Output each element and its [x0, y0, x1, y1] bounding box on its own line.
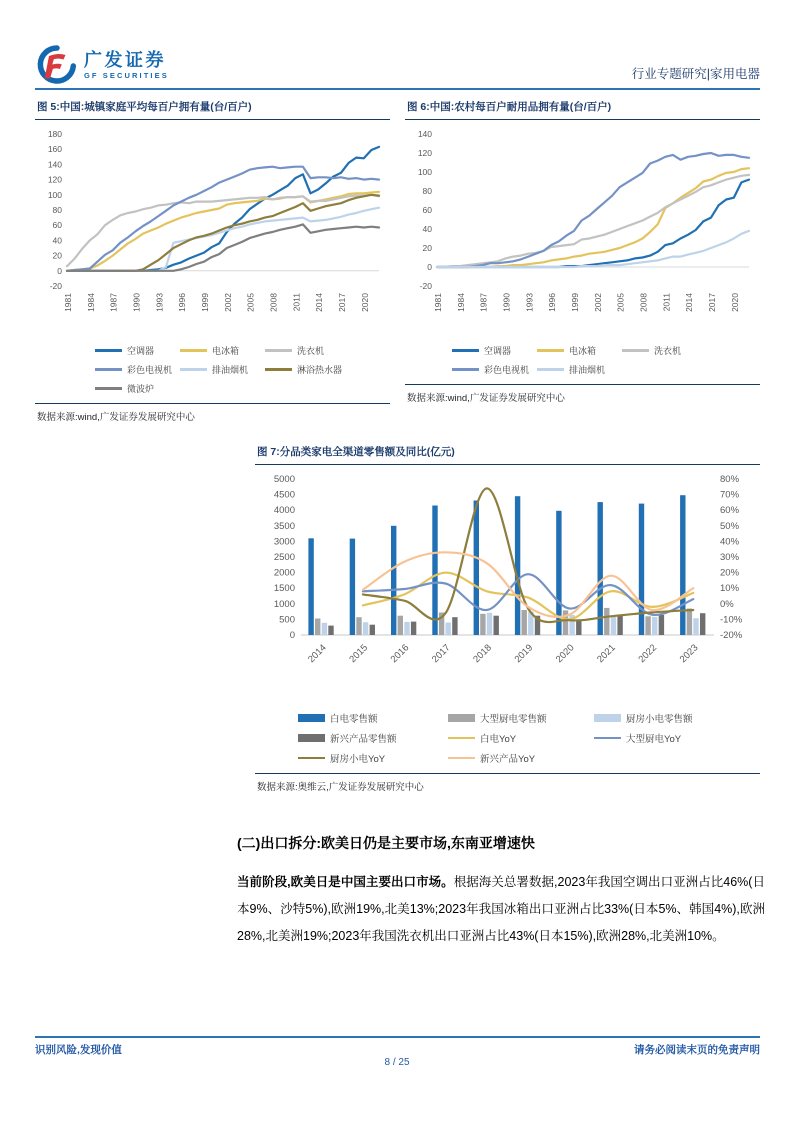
svg-text:2005: 2005 — [245, 293, 256, 312]
svg-text:0: 0 — [57, 265, 62, 276]
svg-text:20%: 20% — [720, 567, 740, 579]
legend-swatch-line — [180, 368, 207, 371]
legend-item — [448, 751, 594, 765]
legend-item — [448, 711, 594, 725]
svg-text:60: 60 — [422, 205, 432, 215]
legend-swatch-line — [448, 737, 475, 740]
svg-text:2011: 2011 — [291, 293, 302, 312]
svg-text:1990: 1990 — [131, 293, 142, 312]
svg-text:4500: 4500 — [273, 489, 295, 501]
legend-item — [537, 344, 622, 357]
svg-text:2014: 2014 — [314, 293, 325, 312]
svg-text:-20: -20 — [49, 281, 62, 291]
svg-text:20: 20 — [422, 243, 432, 253]
legend-item — [180, 344, 265, 357]
figure-7-source: 数据来源:奥维云,广发证券发展研究中心 — [257, 782, 424, 793]
legend-label: 洗衣机 — [297, 346, 325, 356]
legend-label: 电冰箱 — [212, 346, 240, 356]
svg-text:2000: 2000 — [273, 567, 295, 579]
svg-text:80: 80 — [52, 205, 62, 215]
svg-text:2014: 2014 — [306, 642, 329, 666]
svg-text:1996: 1996 — [547, 293, 558, 312]
legend-item — [95, 344, 180, 357]
svg-text:100: 100 — [417, 167, 432, 177]
legend-label: 大型厨电YoY — [626, 734, 682, 745]
legend-item — [95, 363, 180, 376]
svg-text:3500: 3500 — [273, 520, 295, 532]
legend-label: 厨房小电零售额 — [626, 714, 693, 725]
svg-text:2016: 2016 — [388, 642, 412, 666]
svg-text:500: 500 — [279, 614, 295, 626]
legend-item — [298, 751, 448, 765]
footer-disclaimer: 请务必阅读末页的免责声明 — [634, 1044, 760, 1056]
logo-en-text: GF SECURITIES — [84, 71, 169, 80]
svg-text:2018: 2018 — [471, 642, 494, 666]
svg-text:5000: 5000 — [273, 474, 295, 485]
legend-swatch-line — [622, 349, 649, 352]
svg-text:180: 180 — [47, 129, 62, 139]
svg-text:-20%: -20% — [720, 630, 743, 641]
paragraph-body: 根据海关总署数据,2023年我国空调出口亚洲占比46%(日本9%、沙特5%),欧洲19%,北美13%;2023年我国冰箱出口亚洲占比33%(日本5%、韩国4%),欧洲28%,北美洲19%;2023年我国洗衣机出口亚洲占比43%(日本15%),欧洲28%,北美洲10%。 — [237, 875, 765, 943]
svg-text:0: 0 — [289, 630, 295, 641]
figure-5-legend — [35, 337, 390, 398]
svg-text:2023: 2023 — [677, 642, 701, 666]
legend-swatch-line — [298, 757, 325, 760]
legend-item — [452, 363, 537, 376]
svg-text:2002: 2002 — [592, 293, 603, 312]
legend-label: 新兴产品YoY — [480, 754, 536, 765]
page-number: 8 / 25 — [384, 1057, 410, 1068]
legend-label: 电冰箱 — [569, 346, 597, 356]
legend-swatch-line — [537, 368, 564, 371]
svg-text:1987: 1987 — [478, 293, 489, 312]
figure-5-chart — [35, 120, 390, 337]
svg-text:40: 40 — [422, 224, 432, 234]
svg-text:1000: 1000 — [273, 598, 295, 610]
svg-text:2014: 2014 — [684, 293, 695, 312]
figure-7-title: 图 7:分品类家电全渠道零售额及同比(亿元) — [255, 440, 760, 465]
footer-rule — [35, 1036, 760, 1038]
gf-logo — [35, 45, 169, 85]
figure-7-legend — [255, 704, 760, 768]
figure-5 — [35, 95, 390, 423]
legend-swatch-bar — [448, 714, 475, 722]
legend-item — [448, 731, 594, 745]
svg-text:30%: 30% — [720, 552, 740, 563]
legend-item — [180, 363, 265, 376]
svg-text:2017: 2017 — [336, 293, 347, 312]
legend-swatch-line — [448, 757, 475, 760]
section-heading: (二)出口拆分:欧美日仍是主要市场,东南亚增速快 — [237, 835, 535, 851]
svg-text:100: 100 — [47, 189, 62, 200]
legend-label: 新兴产品零售额 — [330, 734, 397, 745]
svg-text:0: 0 — [427, 262, 432, 272]
svg-text:2015: 2015 — [347, 642, 371, 666]
svg-text:160: 160 — [47, 144, 62, 155]
legend-label: 厨房小电YoY — [330, 754, 386, 765]
svg-text:140: 140 — [47, 159, 62, 170]
svg-text:1996: 1996 — [177, 293, 188, 312]
legend-item — [95, 382, 180, 395]
svg-text:2020: 2020 — [359, 293, 370, 312]
legend-label: 排油烟机 — [212, 365, 249, 375]
legend-swatch-line — [265, 349, 292, 352]
footer-slogan: 识别风险,发现价值 — [35, 1044, 122, 1056]
svg-text:2022: 2022 — [636, 642, 660, 666]
svg-text:120: 120 — [417, 148, 432, 158]
legend-swatch-line — [95, 387, 122, 390]
svg-text:2500: 2500 — [273, 552, 295, 563]
svg-text:-20: -20 — [419, 281, 432, 291]
figure-6-source: 数据来源:wind,广发证券发展研究中心 — [407, 393, 565, 404]
legend-item — [298, 731, 448, 745]
legend-label: 大型厨电零售额 — [480, 714, 547, 725]
report-category: 行业专题研究|家用电器 — [631, 67, 760, 81]
legend-label: 白电零售额 — [330, 714, 378, 725]
legend-swatch-line — [452, 368, 479, 371]
legend-label: 微波炉 — [127, 384, 155, 394]
svg-text:2020: 2020 — [729, 293, 740, 312]
legend-label: 彩色电视机 — [484, 365, 530, 375]
legend-swatch-line — [452, 349, 479, 352]
legend-swatch-bar — [594, 714, 621, 722]
body-text-section — [237, 833, 765, 950]
figure-7-chart — [255, 465, 760, 704]
legend-swatch-line — [95, 368, 122, 371]
legend-item — [265, 363, 350, 376]
legend-item — [622, 344, 707, 357]
figure-5-title: 图 5:中国:城镇家庭平均每百户拥有量(台/百户) — [35, 95, 390, 120]
legend-swatch-line — [537, 349, 564, 352]
svg-text:2017: 2017 — [706, 293, 717, 312]
svg-text:40: 40 — [52, 235, 62, 246]
gf-logo-icon — [35, 45, 77, 85]
svg-text:1984: 1984 — [85, 293, 96, 312]
legend-item — [594, 711, 760, 725]
legend-item — [537, 363, 622, 376]
svg-text:10%: 10% — [720, 583, 740, 595]
figure-6-title: 图 6:中国:农村每百户耐用品拥有量(台/百户) — [405, 95, 760, 120]
svg-text:3000: 3000 — [273, 536, 295, 548]
legend-label: 白电YoY — [480, 734, 517, 745]
logo-cn-text: 广发证券 — [84, 50, 166, 70]
svg-text:1500: 1500 — [273, 583, 295, 595]
svg-text:2005: 2005 — [615, 293, 626, 312]
legend-swatch-line — [594, 737, 621, 740]
legend-label: 彩色电视机 — [127, 365, 173, 375]
legend-swatch-line — [95, 349, 122, 352]
svg-text:1981: 1981 — [433, 293, 443, 312]
svg-text:1981: 1981 — [63, 293, 73, 312]
legend-label: 洗衣机 — [654, 346, 682, 356]
legend-label: 空调器 — [484, 346, 512, 356]
svg-text:4000: 4000 — [273, 505, 295, 517]
legend-item — [594, 731, 760, 745]
svg-text:20: 20 — [52, 250, 62, 261]
paragraph-bold-lead: 当前阶段,欧美日是中国主要出口市场。 — [237, 875, 454, 889]
legend-swatch-bar — [298, 734, 325, 742]
legend-label: 空调器 — [127, 346, 155, 356]
svg-text:60%: 60% — [720, 505, 740, 517]
svg-text:0%: 0% — [720, 598, 734, 610]
legend-item — [452, 344, 537, 357]
header-rule — [35, 88, 760, 90]
svg-text:2008: 2008 — [268, 293, 279, 312]
svg-text:80: 80 — [422, 186, 432, 196]
svg-text:1987: 1987 — [108, 293, 119, 312]
svg-text:2017: 2017 — [429, 642, 453, 666]
legend-label: 淋浴热水器 — [297, 365, 343, 375]
svg-text:1984: 1984 — [455, 293, 466, 312]
svg-text:60: 60 — [52, 220, 62, 231]
legend-swatch-bar — [298, 714, 325, 722]
svg-text:2011: 2011 — [661, 293, 672, 312]
legend-item — [298, 711, 448, 725]
svg-text:2021: 2021 — [595, 642, 618, 666]
svg-text:1999: 1999 — [199, 293, 210, 312]
svg-text:1993: 1993 — [154, 293, 165, 312]
legend-swatch-line — [265, 368, 292, 371]
svg-text:1990: 1990 — [501, 293, 512, 312]
svg-text:80%: 80% — [720, 474, 740, 485]
legend-label: 排油烟机 — [569, 365, 606, 375]
figure-7 — [255, 440, 760, 793]
svg-text:2002: 2002 — [222, 293, 233, 312]
figure-6-chart — [405, 120, 760, 337]
figure-5-source: 数据来源:wind,广发证券发展研究中心 — [37, 412, 195, 423]
svg-text:140: 140 — [417, 129, 432, 139]
svg-text:40%: 40% — [720, 536, 740, 548]
svg-text:120: 120 — [47, 174, 62, 185]
section-paragraph — [237, 869, 765, 950]
figure-6 — [405, 95, 760, 404]
svg-text:1999: 1999 — [569, 293, 580, 312]
figure-6-legend — [405, 337, 760, 379]
svg-text:2019: 2019 — [512, 642, 536, 666]
svg-text:50%: 50% — [720, 520, 740, 532]
legend-swatch-line — [180, 349, 207, 352]
svg-text:1993: 1993 — [524, 293, 535, 312]
legend-item — [265, 344, 350, 357]
svg-text:2020: 2020 — [553, 642, 577, 666]
svg-text:-10%: -10% — [720, 614, 743, 626]
svg-text:70%: 70% — [720, 489, 740, 501]
svg-text:2008: 2008 — [638, 293, 649, 312]
